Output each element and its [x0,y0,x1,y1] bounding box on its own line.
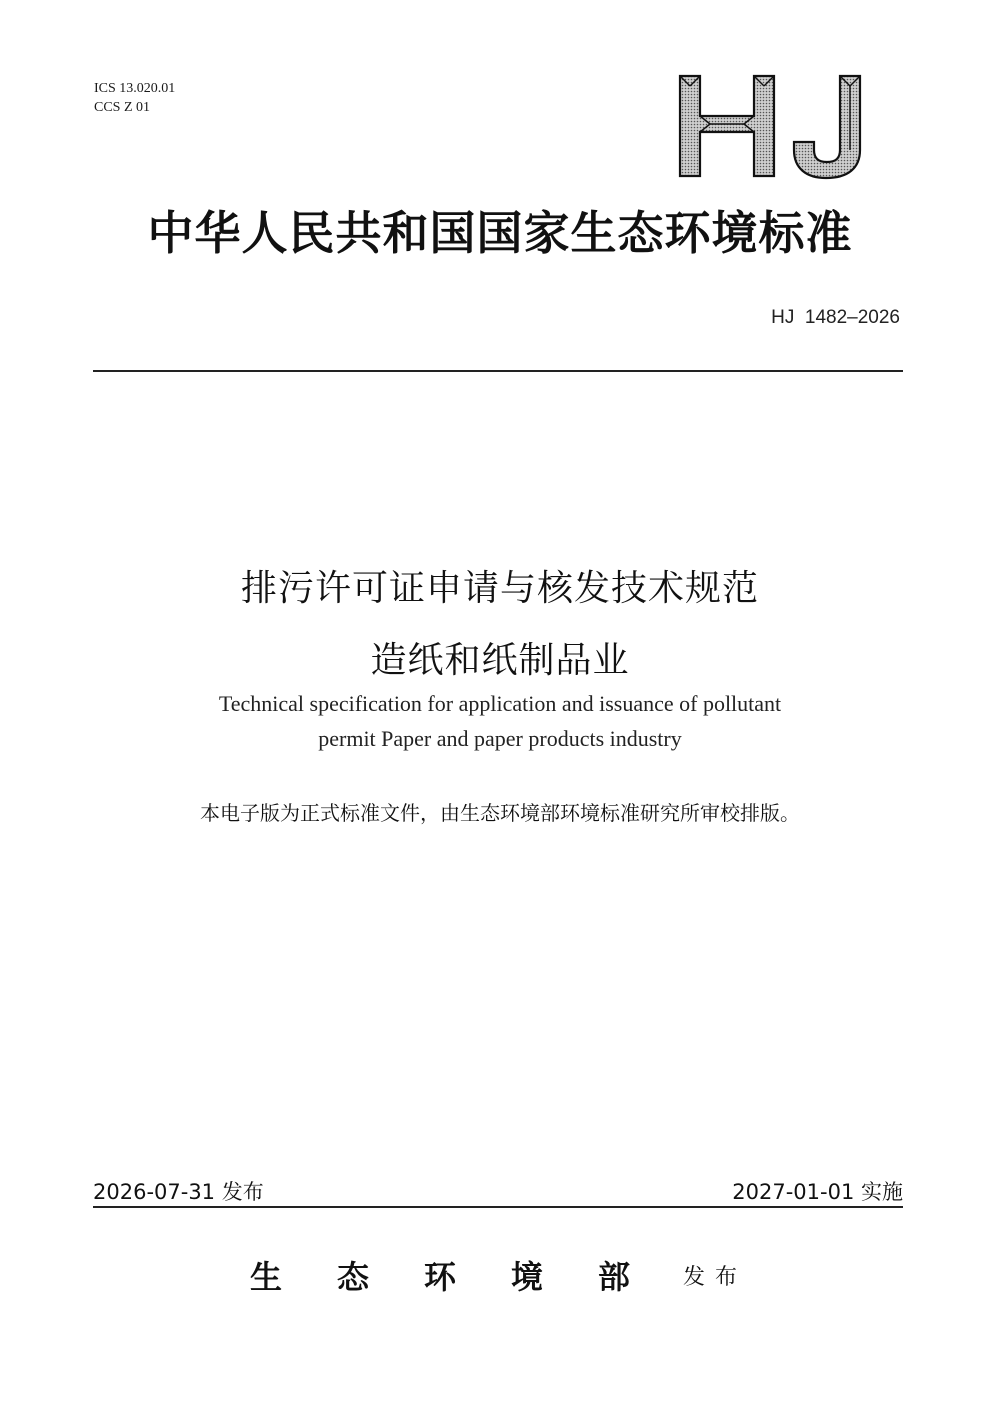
bottom-divider [93,1206,903,1208]
document-title-line1: 排污许可证申请与核发技术规范 [240,568,759,609]
publish-date: 2026-07-31 发布 [93,1180,264,1204]
hj-logo-graphic [672,72,882,182]
hj-logo [672,72,882,182]
top-divider [93,370,903,372]
issuer-name: 生态环境部 [250,1258,686,1296]
implement-date: 2027-01-01 实施 [732,1180,903,1204]
standard-number: HJ 1482–2026 [771,307,900,328]
ics-code: ICS 13.020.01 [94,81,176,96]
document-title-line2: 造纸和纸制品业 [370,640,630,681]
hj-logo-text [882,72,883,73]
issuer-suffix: 发布 [683,1265,748,1290]
english-title-line2: permit Paper and paper products industry [318,726,682,751]
ccs-code: CCS Z 01 [94,100,151,115]
english-title-line1: Technical specification for application and issuance of pollutant [218,691,782,716]
edition-note: 本电子版为正式标准文件，由生态环境部环境标准研究所审校排版。 [200,801,800,825]
national-standard-title: 中华人民共和国国家生态环境标准 [147,206,853,260]
